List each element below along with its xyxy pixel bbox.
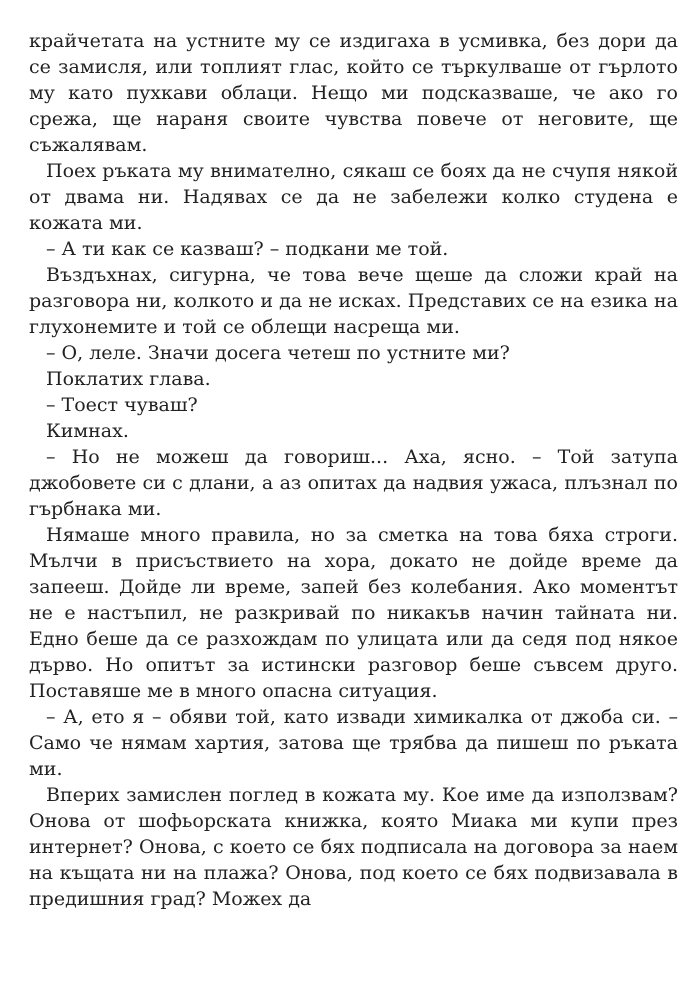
- paragraph: Поклатих глава.: [46, 368, 211, 390]
- paragraph: Нямаше много правила, но за сметка на това бяха строги. Мълчи в присъствието на хора, докато не дойде време да запееш. Дойде ли време, запей без колебания. Ако моментът не е настъпил, не разкривай по никакъв начин тайната ни. Едно беше да се разхождам по улицата или да седя под някое дърво. Но опитът за истински разговор беше съвсем друго. Поставяше ме в много опасна ситуация.: [29, 524, 678, 702]
- paragraph: Вперих замислен поглед в кожата му. Кое име да използвам? Онова от шофьорската книжка, която Миака ми купи през интернет? Онова, с което се бях подписала на договора за наем на къщата ни на плажа? Онова, под което се бях подвизавала в предишния град? Можех да: [29, 784, 678, 910]
- paragraph: Поех ръката му внимателно, сякаш се боях да не счупя някой от двама ни. Надявах се да не забележи колко студена е кожата ми.: [29, 160, 678, 234]
- dialogue-line: – Тоест чуваш?: [46, 394, 198, 416]
- dialogue-line: – Но не можеш да говориш... Аха, ясно. – Той затупа джобовете си с длани, а аз опитах да надвия ужаса, плъзнал по гърбнака ми.: [29, 446, 678, 520]
- body-text: [29, 28, 678, 912]
- dialogue-line: – О, леле. Значи досега четеш по устните ми?: [46, 342, 510, 364]
- paragraph-continuation: крайчетата на устните му се издигаха в усмивка, без дори да се замисля, или топлият глас, който се търкулваше от гърлото му като пухкави облаци. Нещо ми подсказваше, че ако го срежа, ще нараня своите чувства повече от неговите, ще съжалявам.: [29, 30, 678, 156]
- paragraph: Кимнах.: [46, 420, 129, 442]
- paragraph: Въздъхнах, сигурна, че това вече щеше да сложи край на разговора ни, колкото и да не исках. Представих се на езика на глухонемите и той се облещи насреща ми.: [29, 264, 678, 338]
- dialogue-line: – А ти как се казваш? – подкани ме той.: [46, 238, 449, 260]
- dialogue-line: – А, ето я – обяви той, като извади химикалка от джоба си. – Само че нямам хартия, затова ще трябва да пишеш по ръката ми.: [29, 706, 678, 780]
